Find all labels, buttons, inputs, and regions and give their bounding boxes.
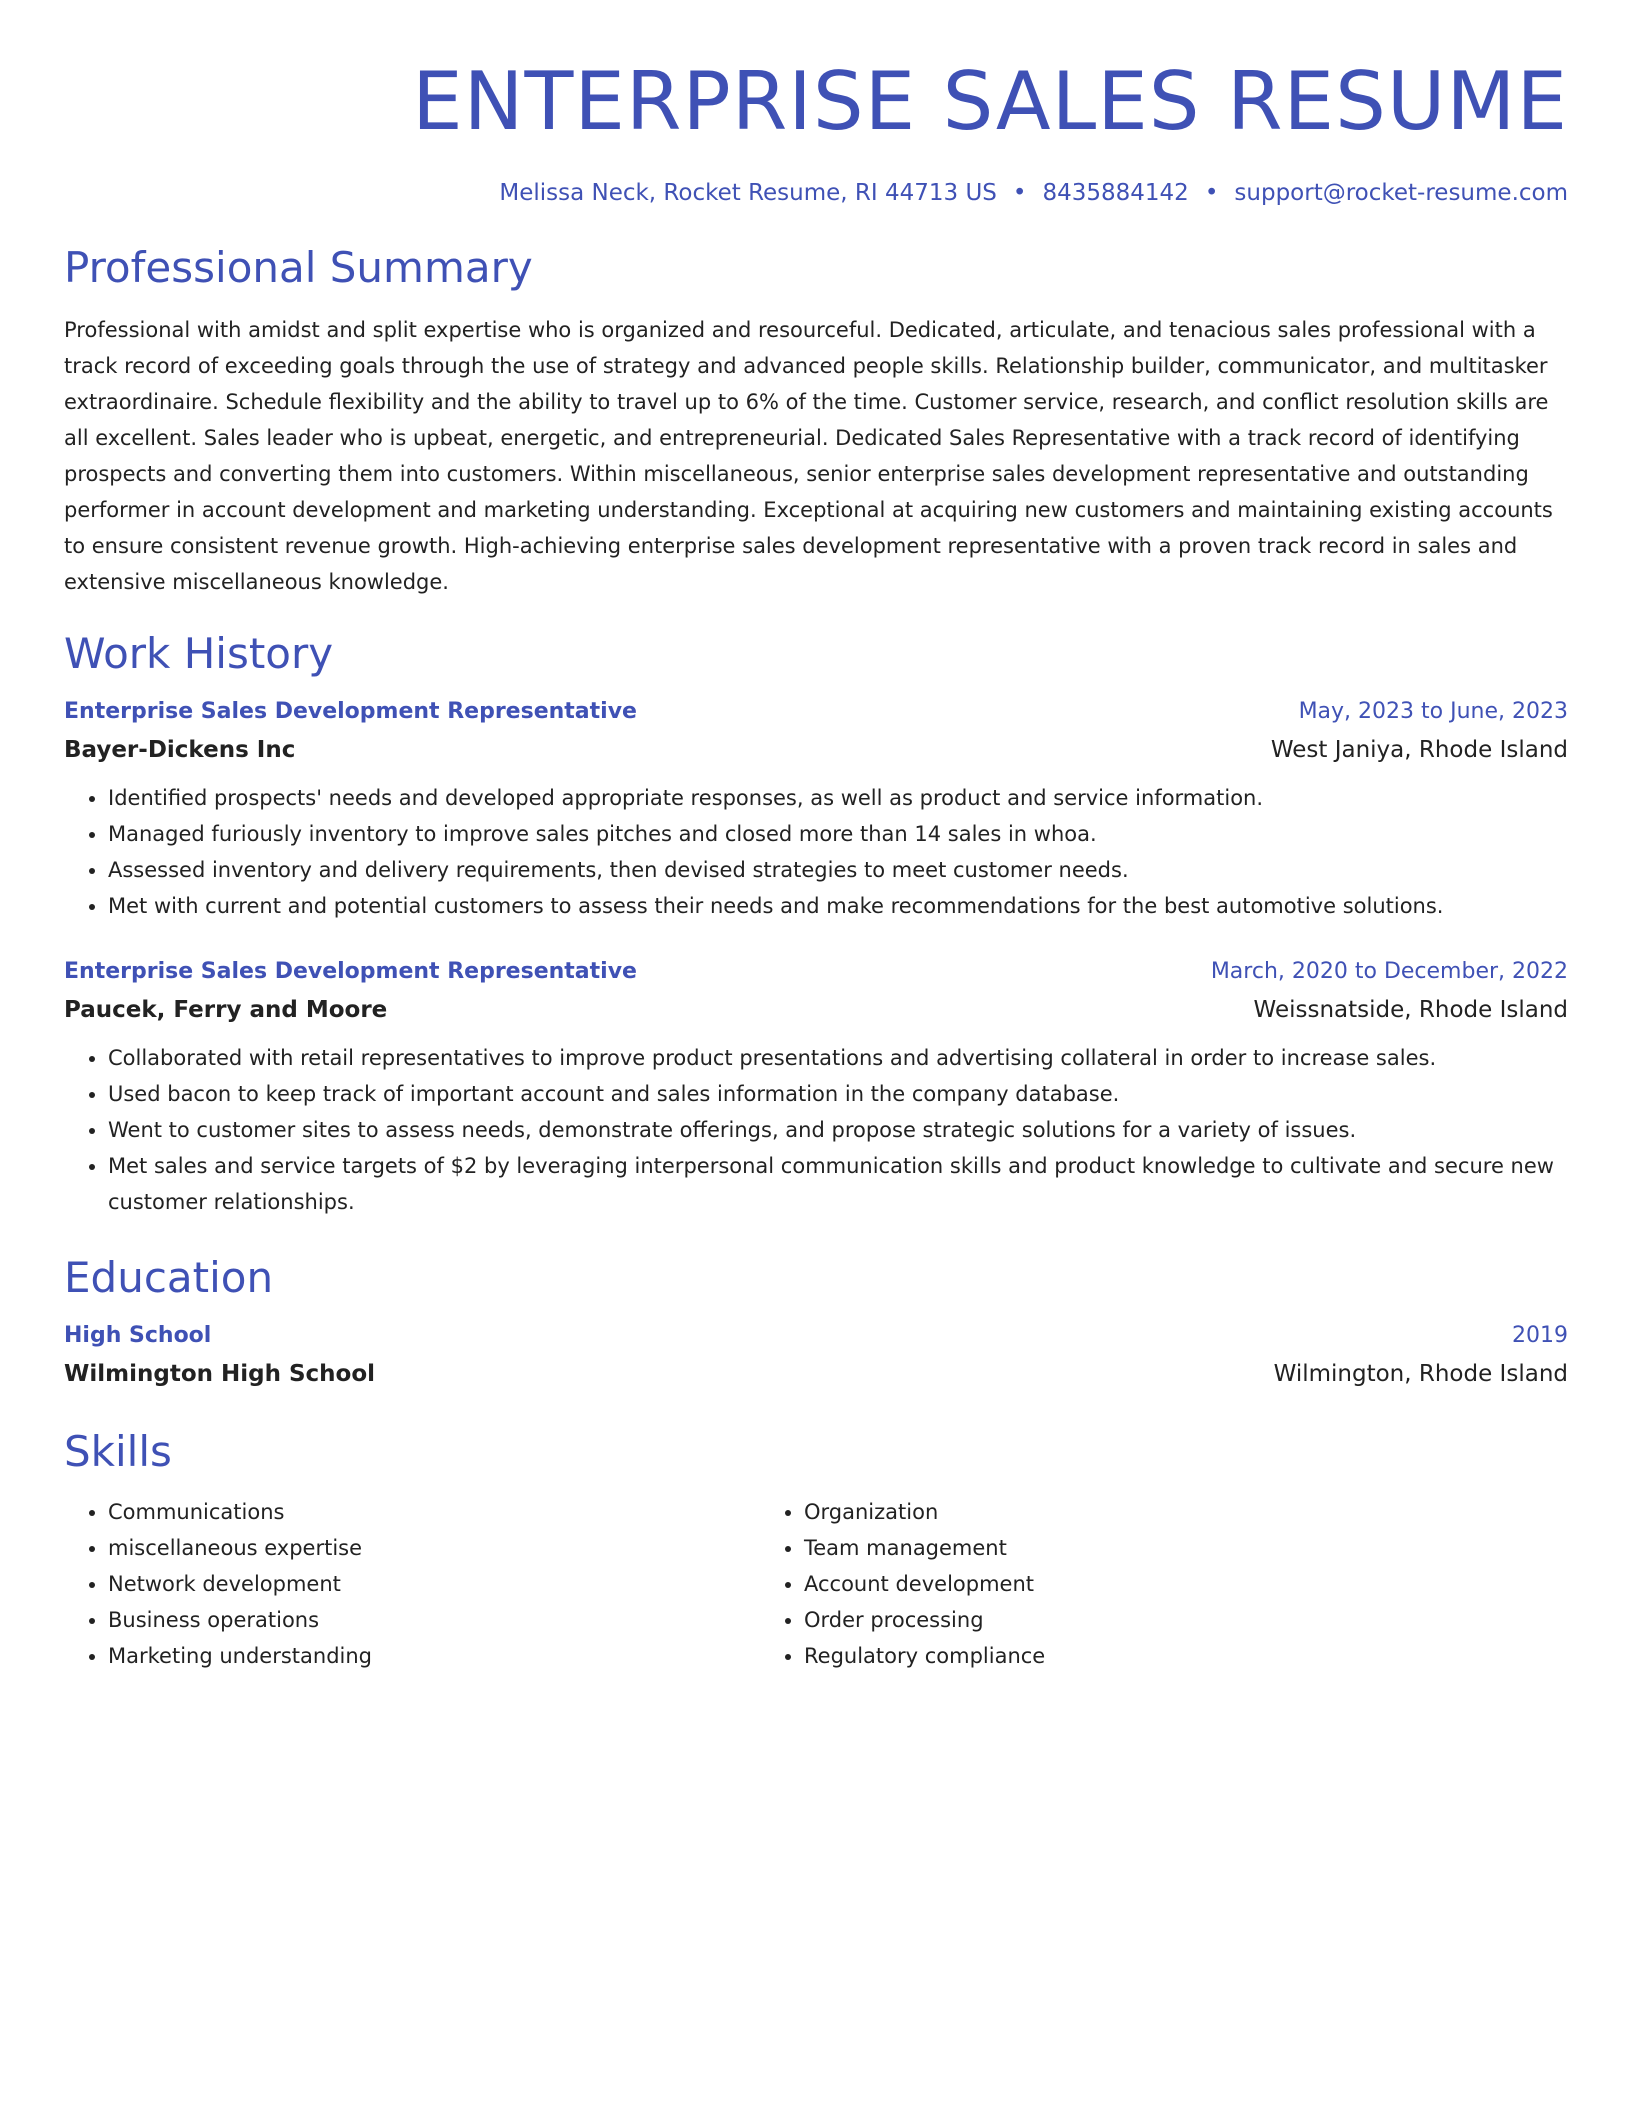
job-bullet: • Managed furiously inventory to improve sales pitches and closed more than 14 sales in whoa. bbox=[108, 816, 1568, 852]
job-employer-row bbox=[64, 990, 1568, 1030]
job-bullets bbox=[64, 780, 1568, 924]
contact-email: support@rocket-resume.com bbox=[1234, 180, 1568, 206]
job-bullet: • Went to customer sites to assess needs, demonstrate offerings, and propose strategic solutions for a variety of issues. bbox=[108, 1112, 1568, 1148]
job-employer-row bbox=[64, 730, 1568, 770]
skill-item: • Network development bbox=[108, 1566, 760, 1602]
contact-separator: • bbox=[1204, 180, 1219, 206]
job-header-row bbox=[64, 954, 1568, 990]
job-bullets bbox=[64, 1040, 1568, 1220]
work-history-section bbox=[64, 626, 1568, 1220]
job-title: Enterprise Sales Development Representative bbox=[64, 699, 637, 724]
skill-item: • Account development bbox=[804, 1566, 1456, 1602]
education-school: Wilmington High School bbox=[64, 1361, 376, 1387]
education-school-row bbox=[64, 1354, 1568, 1394]
job-dates: March, 2020 to December, 2022 bbox=[1210, 959, 1568, 984]
skill-item: • Business operations bbox=[108, 1602, 760, 1638]
job-bullet: • Met with current and potential customers to assess their needs and make recommendations for the best automotive solutions. bbox=[108, 888, 1568, 924]
section-title-education: Education bbox=[64, 1253, 274, 1302]
skill-item: • Communications bbox=[108, 1494, 760, 1530]
job-bullet: • Used bacon to keep track of important account and sales information in the company database. bbox=[108, 1076, 1568, 1112]
skill-item: • Team management bbox=[804, 1530, 1456, 1566]
skill-item: • Organization bbox=[804, 1494, 1456, 1530]
education-section bbox=[64, 1250, 1568, 1394]
job-entry bbox=[64, 954, 1568, 1220]
education-location: Wilmington, Rhode Island bbox=[1273, 1361, 1568, 1387]
skill-item: • Regulatory compliance bbox=[804, 1638, 1456, 1674]
resume-header bbox=[64, 0, 1568, 208]
education-entry bbox=[64, 1318, 1568, 1394]
job-bullet: • Assessed inventory and delivery requirements, then devised strategies to meet customer needs. bbox=[108, 852, 1568, 888]
job-bullet: • Met sales and service targets of $2 by leveraging interpersonal communication skills and product knowledge to cultivate and secure new customer relationships. bbox=[108, 1148, 1568, 1220]
skills-list-right bbox=[760, 1494, 1456, 1674]
contact-phone: 8435884142 bbox=[1042, 180, 1189, 206]
section-title-skills: Skills bbox=[64, 1427, 172, 1476]
job-header-row bbox=[64, 694, 1568, 730]
job-employer: Paucek, Ferry and Moore bbox=[64, 997, 388, 1023]
contact-line bbox=[64, 178, 1568, 208]
summary-text: Professional with amidst and split expertise who is organized and resourceful. Dedicated, articulate, and tenacious sales professional with a track record of exceeding goals through the use of strategy and advanced people skills. Relationship builder, communicator, and multitasker extraordinaire. Schedule flexibility and the ability to travel up to 6% of the time. Customer service, research, and conflict resolution skills are all excellent. Sales leader who is upbeat, energetic, and entrepreneurial. Dedicated Sales Representative with a track record of identifying prospects and converting them into customers. Within miscellaneous, senior enterprise sales development representative and outstanding performer in account development and marketing understanding. Exceptional at acquiring new customers and maintaining existing accounts to ensure consistent revenue growth. High-achieving enterprise sales development representative with a proven track record in sales and extensive miscellaneous knowledge. bbox=[64, 318, 1553, 594]
job-employer: Bayer-Dickens Inc bbox=[64, 737, 296, 763]
skill-item: • Order processing bbox=[804, 1602, 1456, 1638]
education-header-row bbox=[64, 1318, 1568, 1354]
job-bullet: • Identified prospects' needs and developed appropriate responses, as well as product and service information. bbox=[108, 780, 1568, 816]
job-dates: May, 2023 to June, 2023 bbox=[1298, 699, 1568, 724]
contact-address: Melissa Neck, Rocket Resume, RI 44713 US bbox=[499, 180, 997, 206]
contact-separator: • bbox=[1012, 180, 1027, 206]
skill-item: • Marketing understanding bbox=[108, 1638, 760, 1674]
resume-title: ENTERPRISE SALES RESUME bbox=[412, 55, 1568, 148]
job-location: West Janiya, Rhode Island bbox=[1270, 737, 1568, 763]
job-title: Enterprise Sales Development Representative bbox=[64, 959, 637, 984]
skills-list-left bbox=[64, 1494, 760, 1674]
education-year: 2019 bbox=[1512, 1323, 1568, 1348]
summary-section bbox=[64, 240, 1568, 600]
section-title-summary: Professional Summary bbox=[64, 243, 533, 292]
job-bullet: • Collaborated with retail representatives to improve product presentations and advertising collateral in order to increase sales. bbox=[108, 1040, 1568, 1076]
skills-section bbox=[64, 1424, 1568, 1674]
education-degree: High School bbox=[64, 1323, 212, 1348]
section-title-work-history: Work History bbox=[64, 629, 334, 678]
skill-item: • miscellaneous expertise bbox=[108, 1530, 760, 1566]
skills-columns bbox=[64, 1494, 1568, 1674]
job-entry bbox=[64, 694, 1568, 924]
job-location: Weissnatside, Rhode Island bbox=[1253, 997, 1568, 1023]
